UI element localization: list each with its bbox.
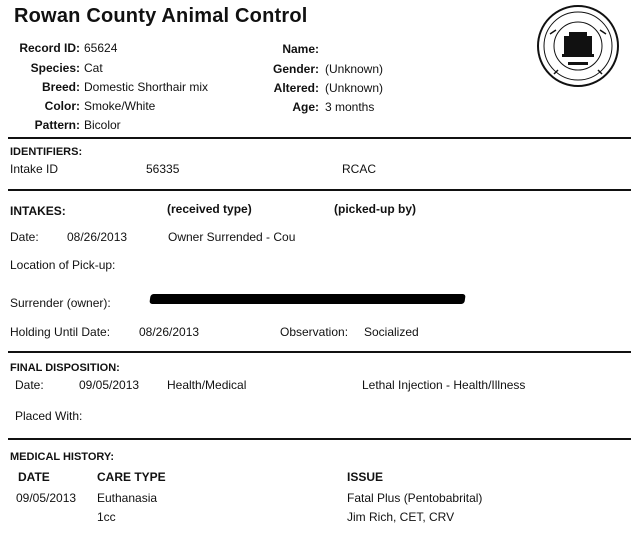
placed-with-label: Placed With:	[15, 409, 83, 423]
intake-date-value: 08/26/2013	[67, 230, 128, 244]
gender-value: (Unknown)	[325, 62, 384, 76]
breed-value: Domestic Shorthair mix	[84, 80, 209, 94]
page-title: Rowan County Animal Control	[14, 5, 308, 27]
pattern-label: Pattern:	[34, 118, 80, 132]
intake-date-label: Date:	[10, 230, 39, 244]
altered-value: (Unknown)	[325, 81, 384, 95]
divider	[8, 189, 631, 191]
received-type-header: (received type)	[167, 202, 252, 216]
breed-label: Breed:	[41, 80, 80, 94]
observation-value: Socialized	[364, 325, 419, 339]
final-disposition-heading: FINAL DISPOSITION:	[10, 362, 120, 374]
county-seal-icon	[536, 4, 620, 88]
record-id-label: Record ID:	[19, 41, 80, 55]
disposition-subtype-value: Lethal Injection - Health/Illness	[362, 378, 526, 392]
divider	[8, 438, 631, 440]
column-header-date: DATE	[18, 470, 50, 484]
row-issue-detail: Jim Rich, CET, CRV	[347, 510, 455, 524]
species-value: Cat	[84, 61, 103, 75]
pattern-value: Bicolor	[84, 118, 121, 132]
age-label: Age:	[292, 100, 319, 114]
redaction-bar	[149, 294, 465, 304]
identifiers-heading: IDENTIFIERS:	[10, 146, 83, 158]
location-label: Location of Pick-up:	[10, 258, 116, 272]
received-type-value: Owner Surrended - Cou	[168, 230, 296, 244]
column-header-issue: ISSUE	[347, 470, 384, 484]
disposition-date-label: Date:	[15, 378, 44, 392]
picked-up-by-header: (picked-up by)	[334, 202, 417, 216]
color-value: Smoke/White	[84, 99, 156, 113]
divider	[8, 137, 631, 139]
record-id-value: 65624	[84, 41, 118, 55]
color-label: Color:	[44, 99, 80, 113]
row-care-type: Euthanasia	[97, 491, 158, 505]
gender-label: Gender:	[272, 62, 319, 76]
disposition-type-value: Health/Medical	[167, 378, 247, 392]
species-label: Species:	[30, 61, 80, 75]
row-issue: Fatal Plus (Pentobabrital)	[347, 491, 483, 505]
divider	[8, 351, 631, 353]
row-date: 09/05/2013	[16, 491, 77, 505]
intake-id-label: Intake ID	[10, 162, 59, 176]
observation-label: Observation:	[280, 325, 349, 339]
surrender-label: Surrender (owner):	[10, 296, 111, 310]
medical-history-heading: MEDICAL HISTORY:	[10, 451, 115, 463]
row-care-detail: 1cc	[97, 510, 116, 524]
holding-date-value: 08/26/2013	[139, 325, 200, 339]
altered-label: Altered:	[273, 81, 319, 95]
intake-id-value: 56335	[146, 162, 180, 176]
intakes-heading: INTAKES:	[10, 204, 66, 218]
column-header-care-type: CARE TYPE	[97, 470, 166, 484]
disposition-date-value: 09/05/2013	[79, 378, 140, 392]
holding-label: Holding Until Date:	[10, 325, 111, 339]
age-value: 3 months	[325, 100, 375, 114]
name-label: Name:	[282, 42, 319, 56]
intake-agency-value: RCAC	[342, 162, 377, 176]
